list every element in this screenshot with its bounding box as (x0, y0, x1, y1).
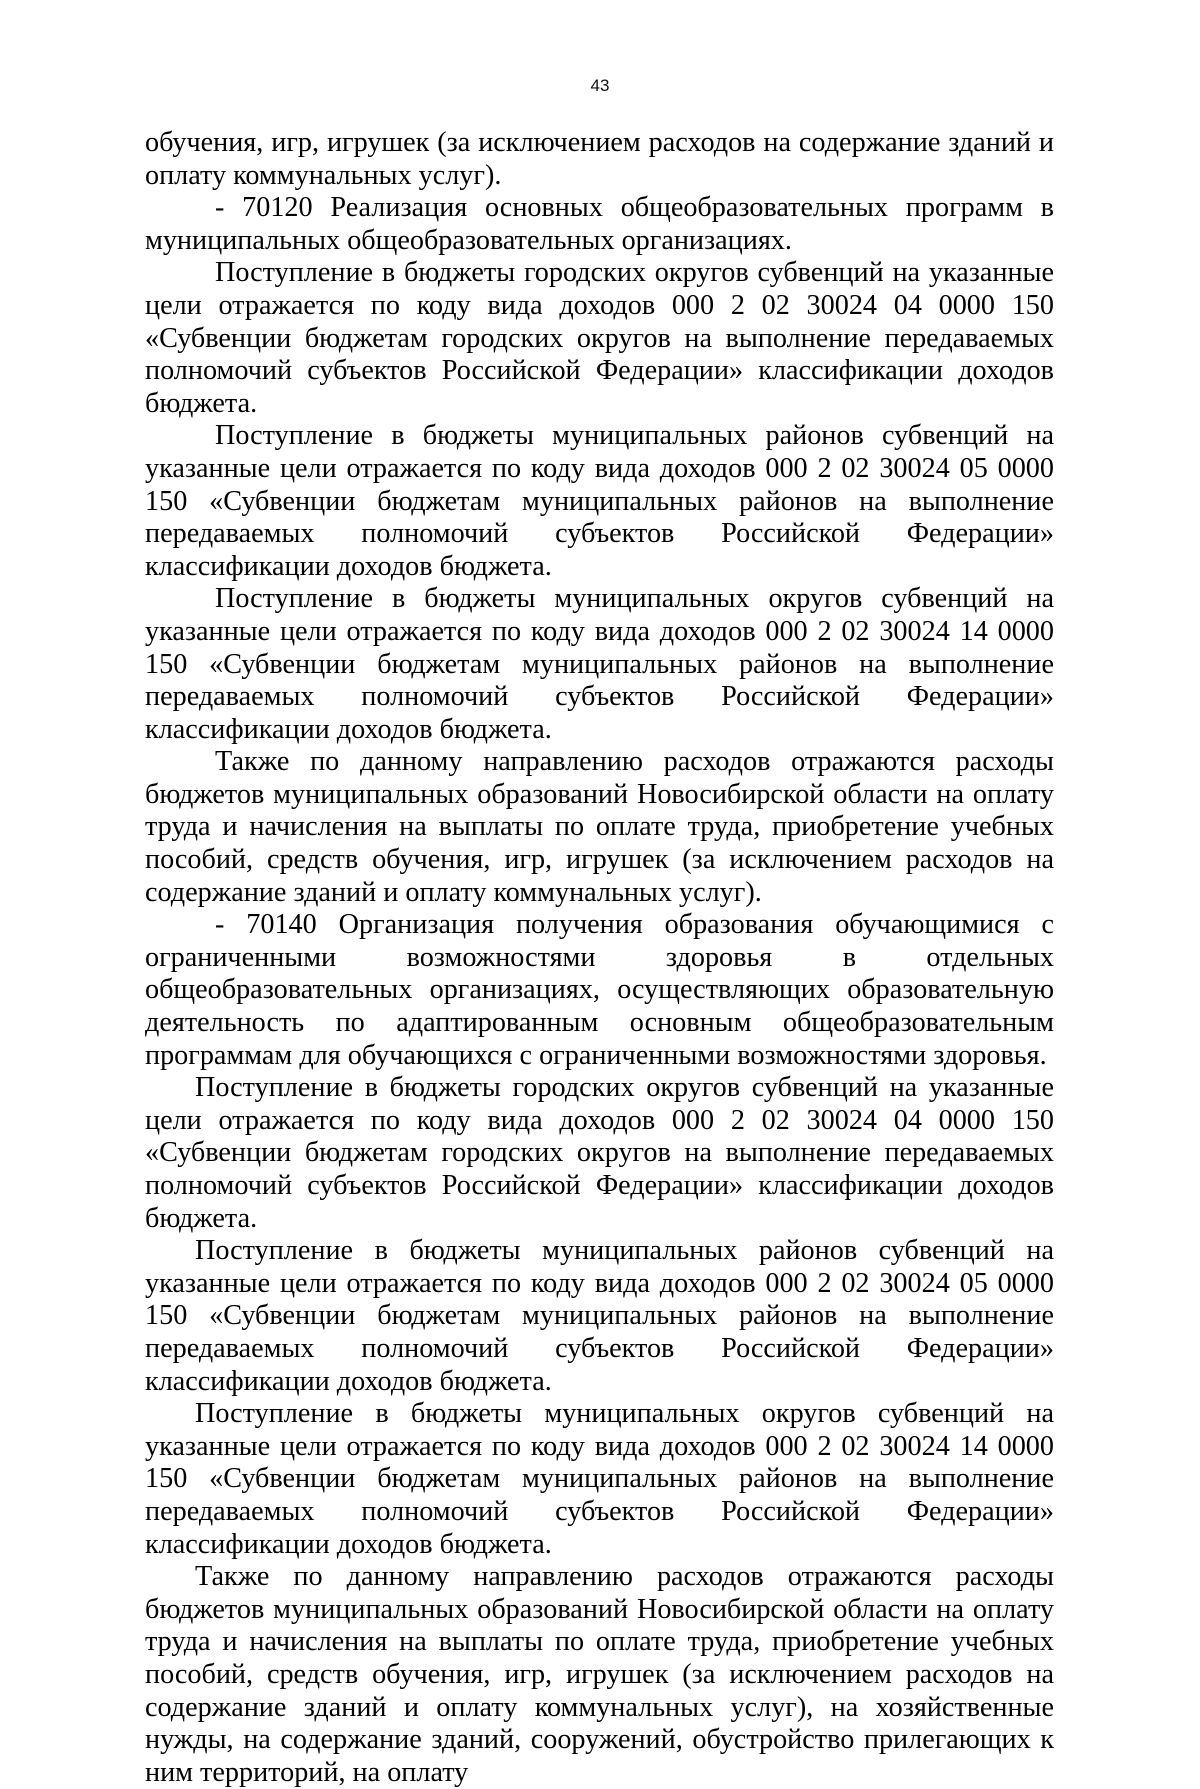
list-item-70140: - 70140 Организация получения образования обучающимися с ограниченными возможностями здоровья в отдельных общеобразовательных организациях, осуществляющих образовательную деятельность по адаптированным основным общеобразовательным программам для обучающихся с ограниченными возможностями здоровья. (145, 909, 1054, 1071)
paragraph-continuation: обучения, игр, игрушек (за исключением расходов на содержание зданий и оплату коммунальных услуг). (145, 127, 1054, 191)
paragraph-also-expenses: Также по данному направлению расходов отражаются расходы бюджетов муниципальных образований Новосибирской области на оплату труда и начисления на выплаты по оплате труда, приобретение учебных пособий, средств обучения, игр, игрушек (за исключением расходов на содержание зданий и оплату коммунальных услуг). (145, 746, 1054, 908)
document-body (145, 127, 1054, 1789)
paragraph-municipal-okrugs: Поступление в бюджеты муниципальных округов субвенций на указанные цели отражается по коду вида доходов 000 2 02 30024 14 0000 150 «Субвенции бюджетам муниципальных районов на выполнение передаваемых полномочий субъектов Российской Федерации» классификации доходов бюджета. (145, 583, 1054, 745)
paragraph-municipal-okrugs-2: Поступление в бюджеты муниципальных округов субвенций на указанные цели отражается по коду вида доходов 000 2 02 30024 14 0000 150 «Субвенции бюджетам муниципальных районов на выполнение передаваемых полномочий субъектов Российской Федерации» классификации доходов бюджета. (145, 1398, 1054, 1560)
paragraph-also-expenses-2: Также по данному направлению расходов отражаются расходы бюджетов муниципальных образований Новосибирской области на оплату труда и начисления на выплаты по оплате труда, приобретение учебных пособий, средств обучения, игр, игрушек (за исключением расходов на содержание зданий и оплату коммунальных услуг), на хозяйственные нужды, на содержание зданий, сооружений, обустройство прилегающих к ним территорий, на оплату (145, 1561, 1054, 1788)
paragraph-city-districts-2: Поступление в бюджеты городских округов субвенций на указанные цели отражается по коду вида доходов 000 2 02 30024 04 0000 150 «Субвенции бюджетам городских округов на выполнение передаваемых полномочий субъектов Российской Федерации» классификации доходов бюджета. (145, 1072, 1054, 1234)
list-item-70120: - 70120 Реализация основных общеобразовательных программ в муниципальных общеобразовательных организациях. (145, 192, 1054, 256)
paragraph-city-districts: Поступление в бюджеты городских округов субвенций на указанные цели отражается по коду вида доходов 000 2 02 30024 04 0000 150 «Субвенции бюджетам городских округов на выполнение передаваемых полномочий субъектов Российской Федерации» классификации доходов бюджета. (145, 257, 1054, 419)
paragraph-municipal-districts: Поступление в бюджеты муниципальных районов субвенций на указанные цели отражается по коду вида доходов 000 2 02 30024 05 0000 150 «Субвенции бюджетам муниципальных районов на выполнение передаваемых полномочий субъектов Российской Федерации» классификации доходов бюджета. (145, 420, 1054, 582)
page-number: 43 (590, 76, 610, 95)
paragraph-municipal-districts-2: Поступление в бюджеты муниципальных районов субвенций на указанные цели отражается по коду вида доходов 000 2 02 30024 05 0000 150 «Субвенции бюджетам муниципальных районов на выполнение передаваемых полномочий субъектов Российской Федерации» классификации доходов бюджета. (145, 1235, 1054, 1397)
